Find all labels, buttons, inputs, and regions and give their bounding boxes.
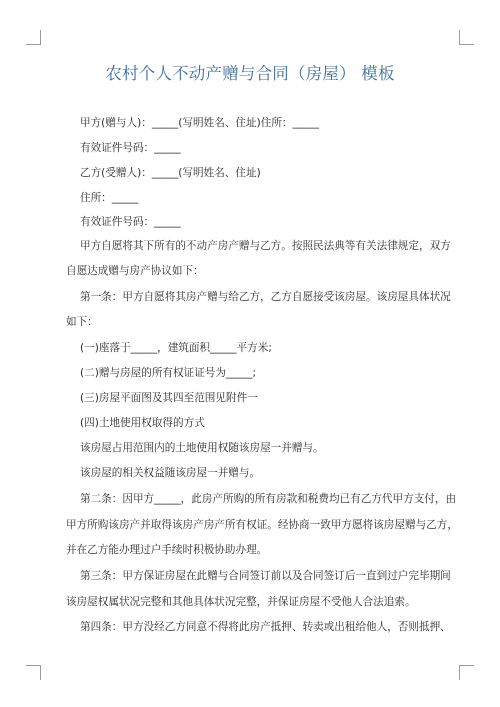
article-3-line: 第三条：甲方保证房屋在此赠与合同签订前以及合同签订后一直到过户完毕期间 <box>80 570 451 582</box>
clause-2: (二)赠与房屋的所有权证证号为_____; <box>80 367 257 379</box>
clause-1: (一)座落于_____，建筑面积_____平方米; <box>80 342 272 354</box>
document-title: 农村个人不动产赠与合同（房屋） 模板 <box>105 64 395 83</box>
party-b-line: 乙方(受赠人)：_____(写明姓名、住址) <box>80 167 261 179</box>
rights-line: 该房屋的相关权益随该房屋一并赠与。 <box>80 467 261 479</box>
land-use-line: 该房屋占用范围内的土地使用权随该房屋一并赠与。 <box>80 442 324 454</box>
party-a-id-line: 有效证件号码：_____ <box>80 142 181 154</box>
clause-3: (三)房屋平面图及其四至范围见附件一 <box>80 392 258 404</box>
clause-4: (四)土地使用权取得的方式 <box>80 417 205 429</box>
party-a-line: 甲方(赠与人)：_____(写明姓名、住址)住所：_____ <box>80 117 319 129</box>
article-2-line: 第二条：因甲方_____，此房产所购的所有房款和税费均已有乙方代甲方支付，由 <box>80 493 457 505</box>
article-4-line: 第四条：甲方没经乙方同意不得将此房产抵押、转卖或出租给他人，否则抵押、 <box>80 621 451 633</box>
article-1-line: 如下： <box>66 316 98 328</box>
paragraph-line: 甲方自愿将其下所有的不动产房产赠与乙方。按照民法典等有关法律规定，双方 <box>80 240 451 252</box>
party-b-address-line: 住所：_____ <box>80 192 139 204</box>
article-1-line: 第一条：甲方自愿将其房产赠与给乙方，乙方自愿接受该房屋。该房屋具体状况 <box>80 291 451 303</box>
crop-mark-bottom-right <box>459 665 474 680</box>
party-b-id-line: 有效证件号码：_____ <box>80 216 181 228</box>
article-3-line: 该房屋权属状况完整和其他具体状况完整，并保证房屋不受他人合法追索。 <box>66 596 416 608</box>
paragraph-line: 自愿达成赠与房产协议如下： <box>66 265 204 277</box>
crop-mark-bottom-left <box>26 665 41 680</box>
article-2-line: 甲方所购该房产并取得该房产房产所有权证。经协商一致甲方愿将该房屋赠与乙方， <box>66 519 458 531</box>
crop-mark-top-right <box>459 30 474 45</box>
crop-mark-top-left <box>26 30 41 45</box>
article-2-line: 并在乙方能办理过户手续时积极协助办理。 <box>66 544 268 556</box>
